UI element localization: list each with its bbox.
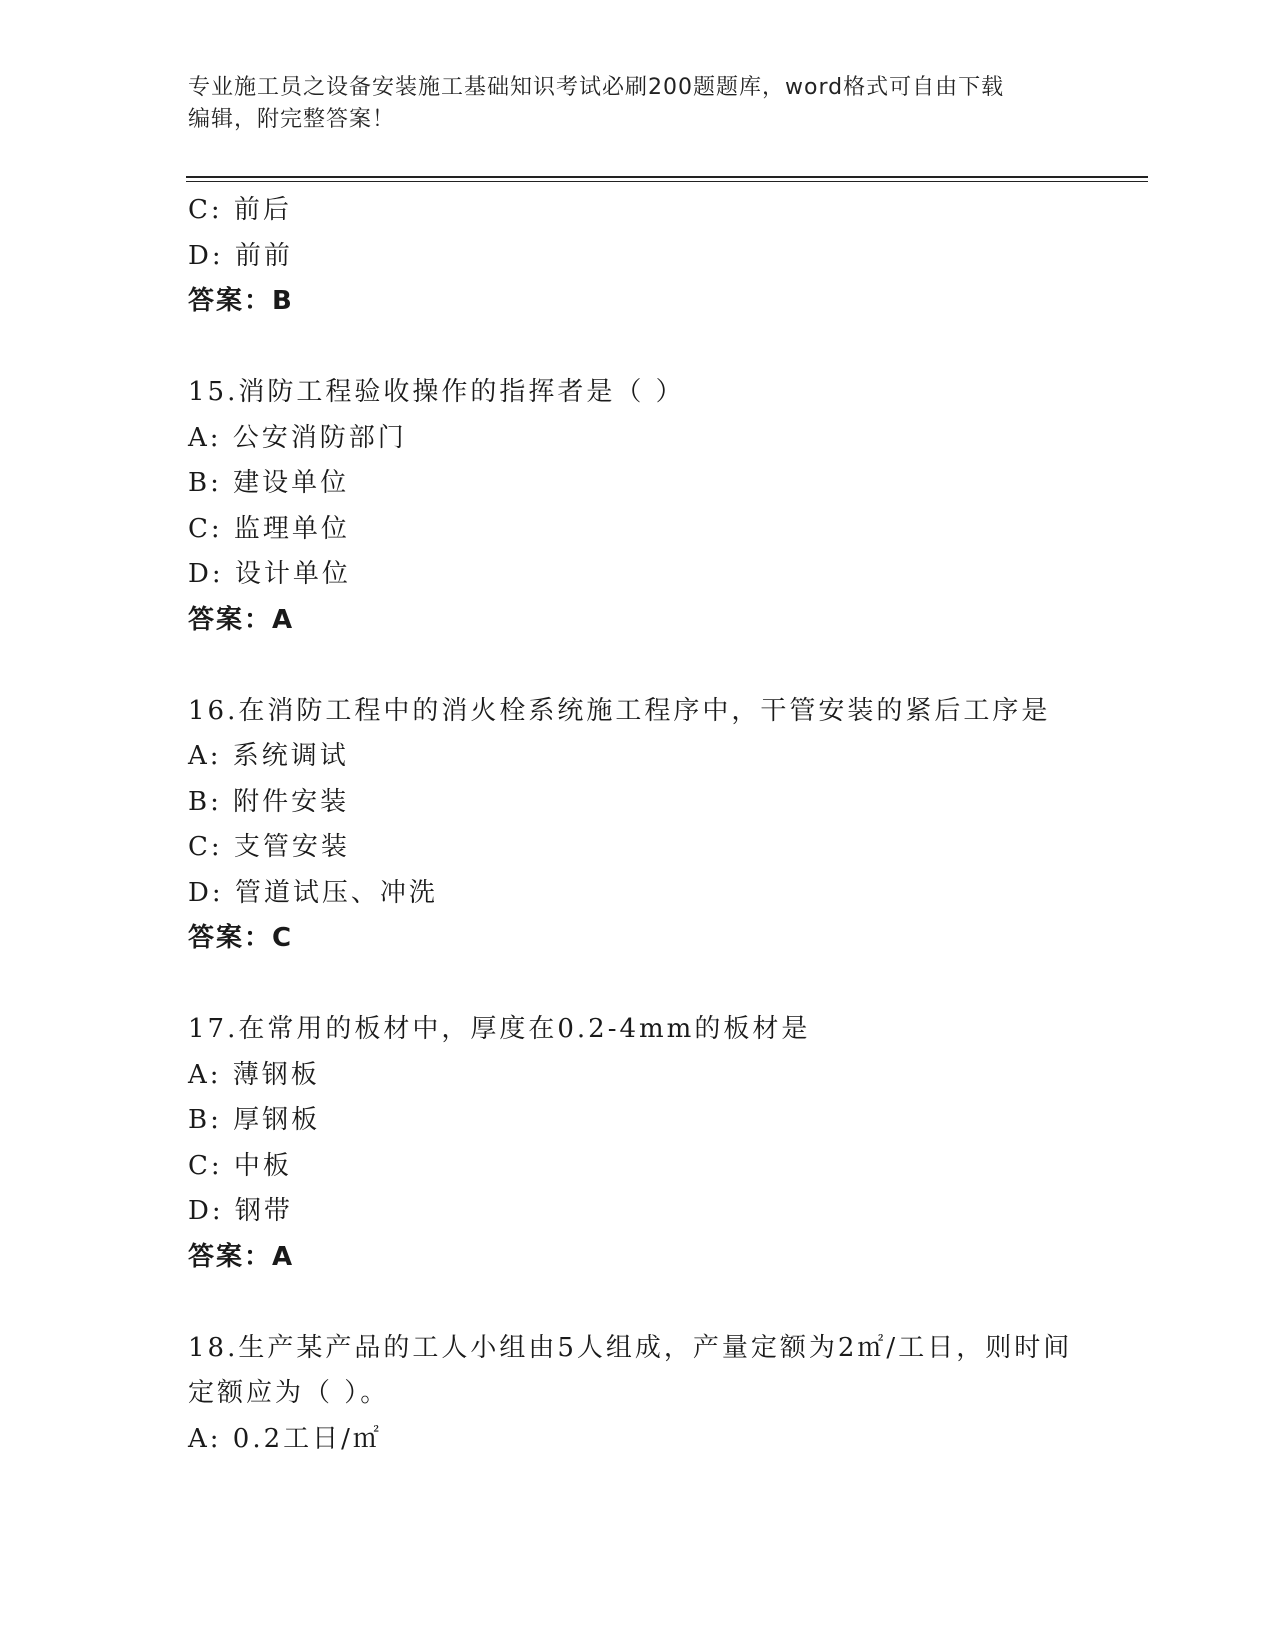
question-text: 17.在常用的板材中，厚度在0.2-4mm的板材是: [188, 1014, 811, 1044]
answer-line: 答案：C: [188, 923, 294, 953]
option-line: D: 管道试压、冲洗: [188, 877, 438, 908]
answer-line: 答案：A: [188, 604, 295, 635]
question-text: 15.消防工程验收操作的指挥者是（ ）: [188, 377, 685, 407]
option-line: A: 0.2工日/㎡: [188, 1423, 382, 1454]
header-title-line1: 专业施工员之设备安装施工基础知识考试必刷200题题库，word格式可自由下载: [188, 75, 1005, 100]
question-text: 18.生产某产品的工人小组由5人组成，产量定额为2㎡/工日，则时间: [188, 1332, 1073, 1363]
answer-line: 答案：B: [188, 286, 294, 316]
question-text: 定额应为（ ）。: [188, 1378, 390, 1408]
option-line: C: 前后: [188, 195, 292, 225]
option-line: D: 设计单位: [188, 559, 351, 589]
header-title-line2: 编辑，附完整答案！: [188, 107, 396, 132]
section-gap: [188, 962, 1108, 1008]
option-line: C: 中板: [188, 1150, 292, 1181]
option-line: D: 钢带: [188, 1196, 293, 1226]
section-gap: [188, 325, 1108, 371]
question-text: 16.在消防工程中的消火栓系统施工程序中，干管安装的紧后工序是: [188, 695, 1051, 726]
option-line: B: 附件安装: [188, 786, 350, 817]
section-gap: [188, 643, 1108, 689]
option-line: C: 监理单位: [188, 513, 350, 544]
option-line: C: 支管安装: [188, 832, 350, 862]
header-divider-thick: [186, 176, 1148, 178]
section-gap: [188, 1280, 1108, 1326]
header-divider-thin: [186, 181, 1148, 182]
document-header: [188, 72, 1088, 136]
answer-line: 答案：A: [188, 1241, 295, 1272]
option-line: A: 薄钢板: [188, 1059, 320, 1090]
question-list: [188, 188, 1108, 1462]
option-line: A: 公安消防部门: [188, 422, 407, 453]
option-line: A: 系统调试: [188, 741, 349, 771]
option-line: D: 前前: [188, 240, 293, 271]
option-line: B: 厚钢板: [188, 1105, 321, 1135]
option-line: B: 建设单位: [188, 468, 350, 498]
